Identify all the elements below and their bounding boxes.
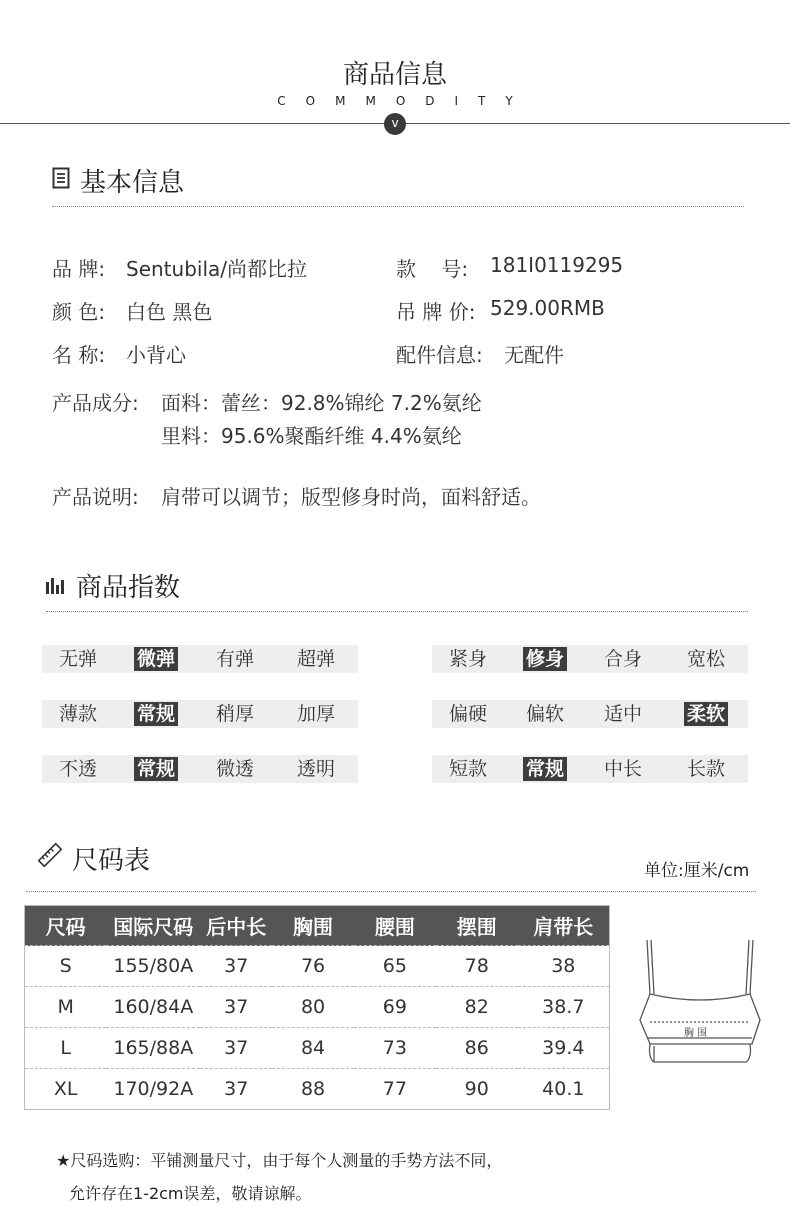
column-header: 后中长 [200,906,272,946]
composition-label: 产品成分: [52,391,139,415]
index-option-selected: 柔软 [684,702,728,726]
table-cell: L [25,1028,107,1069]
column-header: 腰围 [354,906,436,946]
size-table [24,905,610,1110]
style-value: 181I0119295 [490,253,624,277]
table-cell: 65 [354,946,436,987]
index-row-right [432,755,748,783]
document-icon [52,166,70,196]
table-header-row [25,906,610,946]
table-cell: M [25,987,107,1028]
index-row-left [42,755,358,783]
table-cell: 69 [354,987,436,1028]
index-option: 透明 [296,758,335,780]
table-cell: 73 [354,1028,436,1069]
table-cell: 90 [436,1069,518,1110]
table-cell: 82 [436,987,518,1028]
price-value: 529.00RMB [490,296,605,320]
description-value: 肩带可以调节；版型修身时尚，面料舒适。 [161,485,541,509]
ruler-icon [38,843,62,874]
table-cell: 84 [272,1028,354,1069]
table-cell: S [25,946,107,987]
size-note-line2: 允许存在1-2cm误差，敬请谅解。 [69,1184,312,1203]
basic-info-title [52,162,184,199]
page-title: 商品信息 [342,60,447,90]
index-row-left [42,700,358,728]
table-cell: 40.1 [518,1069,610,1110]
size-title-text: 尺码表 [72,846,151,876]
table-cell: 160/84A [106,987,200,1028]
table-cell: 38 [518,946,610,987]
table-cell: 37 [200,946,272,987]
page-subtitle: COMMODITY [277,94,533,108]
index-row-right [432,645,748,673]
index-option: 中长 [603,758,642,780]
table-cell: 39.4 [518,1028,610,1069]
table-row [25,1069,610,1110]
column-header: 肩带长 [518,906,610,946]
index-option: 稍厚 [215,703,254,725]
table-cell: 37 [200,1028,272,1069]
table-cell: 170/92A [106,1069,200,1110]
price-label: 吊 牌 价: [396,300,476,324]
table-cell: 78 [436,946,518,987]
name-label: 名 称: [52,343,106,367]
brand-value: Sentubila/尚都比拉 [126,257,307,281]
chevron-down-icon: v [384,113,406,135]
index-option: 长款 [686,758,725,780]
index-option-selected: 微弹 [134,647,178,671]
index-option-selected: 常规 [134,757,178,781]
composition-lining: 里料：95.6%聚酯纤维 4.4%氨纶 [161,424,462,448]
table-cell: 76 [272,946,354,987]
table-cell: 37 [200,1069,272,1110]
name-value: 小背心 [126,343,186,367]
index-option-selected: 常规 [134,702,178,726]
table-cell: 80 [272,987,354,1028]
index-row-left [42,645,358,673]
chest-label: 胸 围 [684,1028,708,1039]
table-cell: 155/80A [106,946,200,987]
column-header: 国际尺码 [106,906,200,946]
index-option: 合身 [603,648,642,670]
description-label: 产品说明: [52,485,139,509]
table-row [25,1028,610,1069]
dotted-divider [52,206,744,207]
accessory-value: 无配件 [504,343,564,367]
bar-chart-icon [46,571,66,601]
index-option: 无弹 [58,648,97,670]
table-cell: 165/88A [106,1028,200,1069]
accessory-label: 配件信息: [396,343,483,367]
table-row [25,946,610,987]
table-row [25,987,610,1028]
table-cell: 88 [272,1069,354,1110]
table-cell: 38.7 [518,987,610,1028]
style-label: 款 号: [396,257,469,281]
brand-label: 品 牌: [52,257,106,281]
index-option: 微透 [215,758,254,780]
index-title-text: 商品指数 [76,573,181,603]
index-option: 有弹 [215,648,254,670]
index-option: 紧身 [448,648,487,670]
index-option: 加厚 [296,703,335,725]
index-option: 适中 [603,703,642,725]
index-option: 偏软 [525,703,564,725]
size-title [38,840,150,877]
index-option: 宽松 [686,648,725,670]
color-value: 白色 黑色 [126,300,213,324]
index-option-selected: 常规 [523,757,567,781]
color-label: 颜 色: [52,300,106,324]
index-option: 偏硬 [448,703,487,725]
column-header: 胸围 [272,906,354,946]
unit-label: 单位:厘米/cm [644,861,750,881]
table-cell: 77 [354,1069,436,1110]
index-title [46,567,180,604]
table-cell: 86 [436,1028,518,1069]
index-option: 超弹 [296,648,335,670]
dotted-divider [46,611,748,612]
index-option: 薄款 [58,703,97,725]
index-option: 不透 [58,758,97,780]
size-note-line1: ★尺码选购：平铺测量尺寸，由于每个人测量的手势方法不同， [56,1151,503,1170]
dotted-divider [26,891,756,892]
basic-info-title-text: 基本信息 [80,168,185,198]
table-cell: XL [25,1069,107,1110]
index-row-right [432,700,748,728]
column-header: 摆围 [436,906,518,946]
garment-diagram [636,936,764,1068]
composition-shell: 面料：蕾丝：92.8%锦纶 7.2%氨纶 [161,391,482,415]
table-cell: 37 [200,987,272,1028]
index-option: 短款 [448,758,487,780]
index-option-selected: 修身 [523,647,567,671]
column-header: 尺码 [25,906,107,946]
